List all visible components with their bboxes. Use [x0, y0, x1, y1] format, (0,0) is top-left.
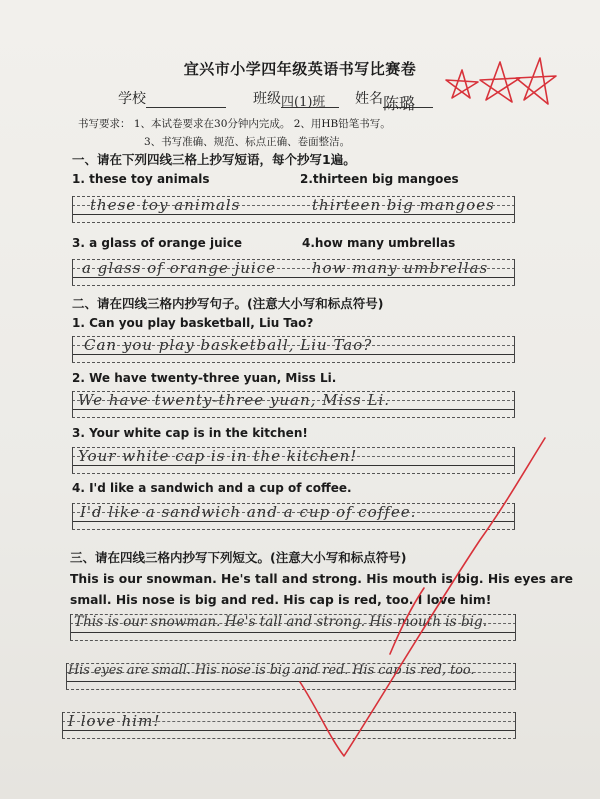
grade-star-icon: [480, 62, 520, 102]
phrase-prompt-3: 3. a glass of orange juice: [72, 236, 242, 250]
section3-heading: 三、请在四线三格内抄写下列短文。(注意大小写和标点符号): [70, 550, 407, 565]
handwritten-answer: His eyes are small. His nose is big and red. His cap is red, too.: [68, 663, 475, 678]
class-label: 班级: [253, 91, 281, 107]
paragraph-line: small. His nose is big and red. His cap is red, too. I love him!: [70, 593, 492, 607]
name-label: 姓名: [355, 91, 383, 107]
sentence-prompt-2: 2. We have twenty-three yuan, Miss Li.: [72, 371, 337, 385]
section2-heading: 二、请在四线三格内抄写句子。(注意大小写和标点符号): [72, 296, 384, 311]
sentence-prompt-3: 3. Your white cap is in the kitchen!: [72, 426, 308, 440]
school-label: 学校: [118, 91, 146, 107]
grade-star-icon: [446, 70, 478, 98]
requirements-label: 书写要求：: [78, 118, 131, 130]
handwritten-answer: I love him!: [68, 712, 161, 730]
requirement-item: 3、书写准确、规范、标点正确、卷面整洁。: [144, 136, 351, 148]
requirement-item: 1、本试卷要求在30分钟内完成。 2、用HB铅笔书写。: [133, 118, 391, 130]
phrase-prompt-2: 2.thirteen big mangoes: [300, 172, 459, 186]
sentence-prompt-1: 1. Can you play basketball, Liu Tao?: [72, 316, 314, 330]
handwritten-answer: how many umbrellas: [312, 259, 489, 277]
class-value: 四(1)班: [281, 95, 326, 110]
page-title: 宜兴市小学四年级英语书写比赛卷: [183, 60, 417, 78]
phrase-prompt-4: 4.how many umbrellas: [302, 236, 456, 250]
grade-check-icon: [390, 588, 424, 654]
phrase-prompt-1: 1. these toy animals: [72, 172, 210, 186]
handwritten-answer: these toy animals: [90, 196, 241, 214]
handwritten-answer: Your white cap is in the kitchen!: [78, 447, 358, 465]
handwritten-answer: Can you play basketball, Liu Tao?: [84, 336, 373, 354]
handwritten-answer: This is our snowman. He's tall and strong. His mouth is big.: [74, 614, 488, 630]
handwritten-answer: We have twenty-three yuan, Miss Li.: [78, 391, 391, 409]
handwritten-answer: a glass of orange juice: [82, 259, 277, 277]
handwritten-answer: I'd like a sandwich and a cup of coffee.: [80, 503, 417, 521]
name-value: 陈璐: [383, 94, 416, 113]
section1-heading: 一、请在下列四线三格上抄写短语，每个抄写1遍。: [72, 152, 356, 167]
handwritten-answer: thirteen big mangoes: [312, 196, 495, 214]
grade-check-icon: [300, 438, 545, 756]
grade-star-icon: [516, 58, 556, 104]
sentence-prompt-4: 4. I'd like a sandwich and a cup of coffee.: [72, 481, 352, 495]
paragraph-line: This is our snowman. He's tall and strong. His mouth is big. His eyes are: [70, 572, 573, 586]
